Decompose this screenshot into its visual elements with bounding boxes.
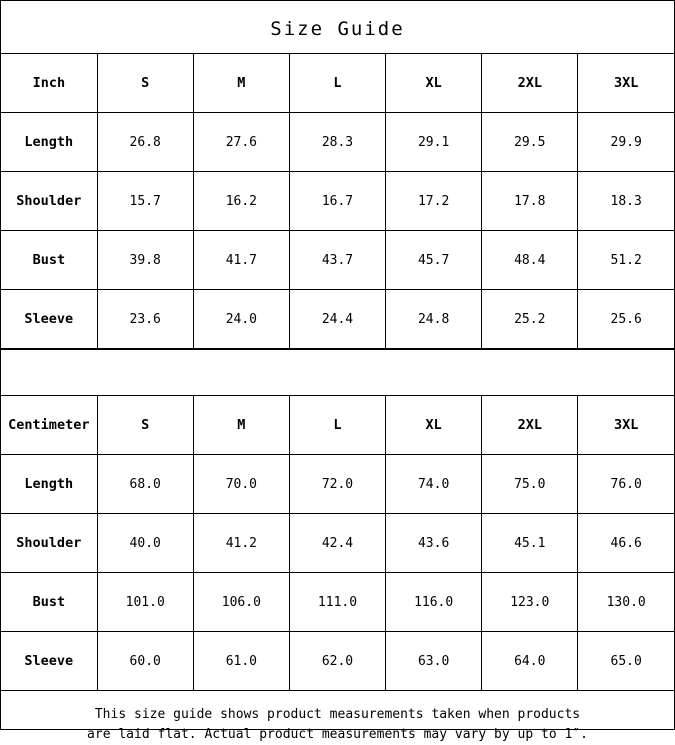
unit-header-inch: Inch: [1, 54, 97, 113]
cell-shoulder-m: 41.2: [193, 514, 289, 573]
cell-length-2xl: 29.5: [482, 113, 578, 172]
size-header-m: M: [193, 396, 289, 455]
cell-length-s: 26.8: [97, 113, 193, 172]
cell-sleeve-3xl: 65.0: [578, 632, 674, 691]
cell-length-s: 68.0: [97, 455, 193, 514]
size-header-l: L: [289, 54, 385, 113]
cell-length-2xl: 75.0: [482, 455, 578, 514]
row-label-length: Length: [1, 455, 97, 514]
cell-bust-m: 106.0: [193, 573, 289, 632]
table-row: [1, 455, 674, 514]
cell-bust-l: 43.7: [289, 231, 385, 290]
cell-sleeve-2xl: 64.0: [482, 632, 578, 691]
cell-sleeve-s: 60.0: [97, 632, 193, 691]
cell-bust-s: 101.0: [97, 573, 193, 632]
row-label-sleeve: Sleeve: [1, 290, 97, 349]
cell-bust-3xl: 130.0: [578, 573, 674, 632]
cell-length-l: 28.3: [289, 113, 385, 172]
cell-length-3xl: 76.0: [578, 455, 674, 514]
cell-bust-l: 111.0: [289, 573, 385, 632]
cell-shoulder-s: 40.0: [97, 514, 193, 573]
cell-bust-3xl: 51.2: [578, 231, 674, 290]
size-header-3xl: 3XL: [578, 54, 674, 113]
cell-length-xl: 74.0: [386, 455, 482, 514]
table-header-row: [1, 54, 674, 113]
cell-sleeve-xl: 24.8: [386, 290, 482, 349]
size-header-s: S: [97, 396, 193, 455]
cell-shoulder-2xl: 45.1: [482, 514, 578, 573]
cell-length-3xl: 29.9: [578, 113, 674, 172]
row-label-length: Length: [1, 113, 97, 172]
table-row: [1, 632, 674, 691]
table-row: [1, 172, 674, 231]
table-row: [1, 113, 674, 172]
table-row: [1, 290, 674, 349]
size-header-s: S: [97, 54, 193, 113]
table-header-row: [1, 396, 674, 455]
cell-bust-2xl: 48.4: [482, 231, 578, 290]
cell-length-m: 27.6: [193, 113, 289, 172]
size-header-3xl: 3XL: [578, 396, 674, 455]
note-line-1: This size guide shows product measurements taken when products: [94, 707, 581, 722]
unit-header-centimeter: Centimeter: [1, 396, 97, 455]
size-header-xl: XL: [386, 396, 482, 455]
row-label-bust: Bust: [1, 231, 97, 290]
cell-shoulder-l: 42.4: [289, 514, 385, 573]
cell-shoulder-xl: 17.2: [386, 172, 482, 231]
cell-bust-2xl: 123.0: [482, 573, 578, 632]
cell-sleeve-s: 23.6: [97, 290, 193, 349]
cell-shoulder-2xl: 17.8: [482, 172, 578, 231]
size-header-xl: XL: [386, 54, 482, 113]
inch-size-table: [1, 53, 674, 349]
cell-shoulder-3xl: 18.3: [578, 172, 674, 231]
cell-sleeve-xl: 63.0: [386, 632, 482, 691]
centimeter-size-table: [1, 395, 674, 691]
cell-length-xl: 29.1: [386, 113, 482, 172]
cell-bust-s: 39.8: [97, 231, 193, 290]
cell-shoulder-m: 16.2: [193, 172, 289, 231]
row-label-shoulder: Shoulder: [1, 514, 97, 573]
cell-length-l: 72.0: [289, 455, 385, 514]
table-row: [1, 514, 674, 573]
row-label-shoulder: Shoulder: [1, 172, 97, 231]
row-label-sleeve: Sleeve: [1, 632, 97, 691]
table-row: [1, 573, 674, 632]
size-header-2xl: 2XL: [482, 396, 578, 455]
cell-sleeve-l: 24.4: [289, 290, 385, 349]
table-separator: [1, 349, 674, 395]
cell-sleeve-m: 61.0: [193, 632, 289, 691]
size-header-2xl: 2XL: [482, 54, 578, 113]
cell-shoulder-s: 15.7: [97, 172, 193, 231]
size-header-m: M: [193, 54, 289, 113]
cell-sleeve-2xl: 25.2: [482, 290, 578, 349]
cell-shoulder-xl: 43.6: [386, 514, 482, 573]
cell-bust-xl: 45.7: [386, 231, 482, 290]
table-row: [1, 231, 674, 290]
size-guide-note: [1, 691, 674, 745]
cell-bust-m: 41.7: [193, 231, 289, 290]
cell-length-m: 70.0: [193, 455, 289, 514]
cell-shoulder-l: 16.7: [289, 172, 385, 231]
cell-bust-xl: 116.0: [386, 573, 482, 632]
row-label-bust: Bust: [1, 573, 97, 632]
cell-sleeve-m: 24.0: [193, 290, 289, 349]
note-line-2: are laid flat. Actual product measurements may vary by up to 1″.: [87, 727, 588, 742]
cell-sleeve-3xl: 25.6: [578, 290, 674, 349]
size-header-l: L: [289, 396, 385, 455]
cell-sleeve-l: 62.0: [289, 632, 385, 691]
cell-shoulder-3xl: 46.6: [578, 514, 674, 573]
page-title: Size Guide: [270, 18, 405, 40]
